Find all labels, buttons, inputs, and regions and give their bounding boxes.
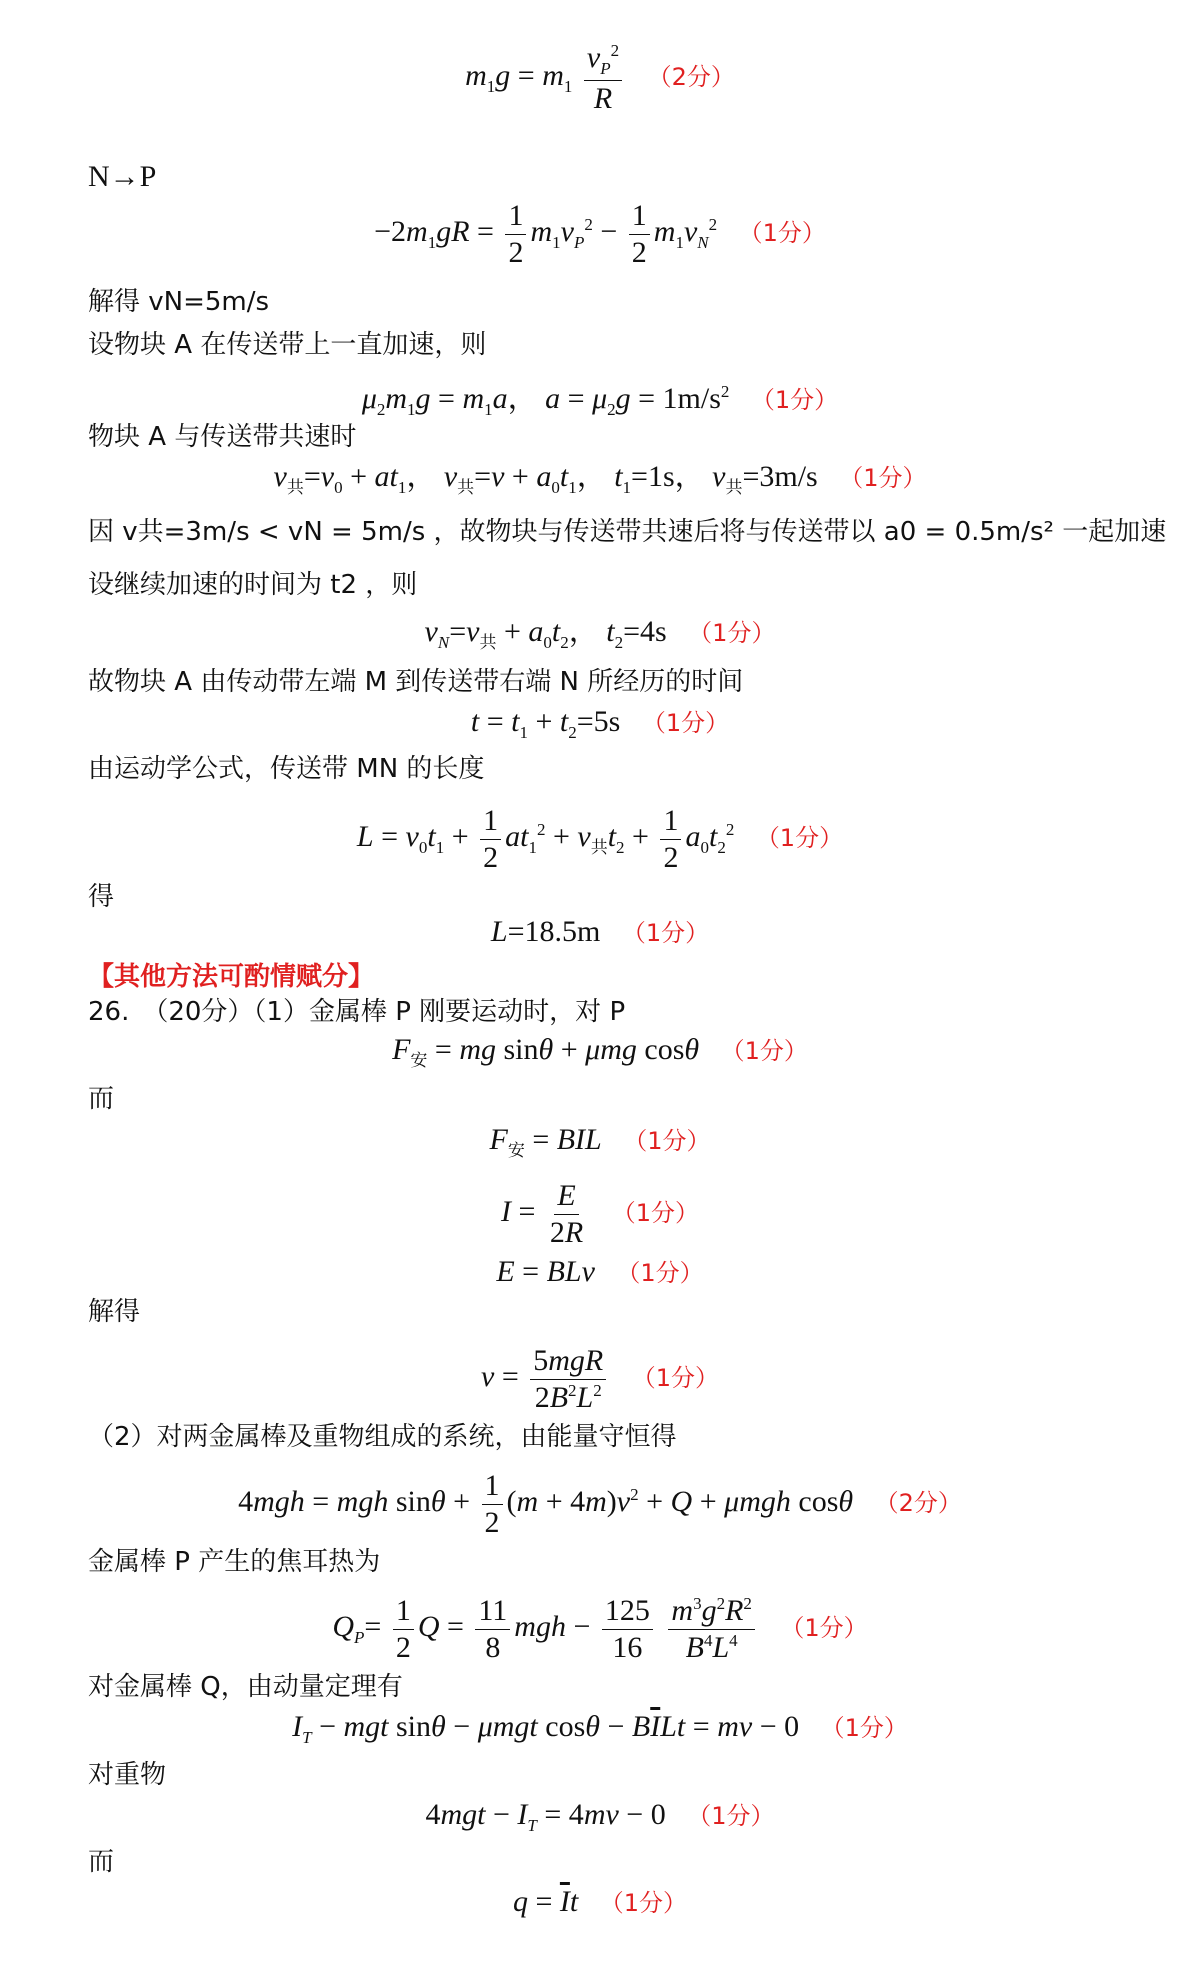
text-q26: 26. （20分）（1）金属棒 P 刚要运动时，对 P	[88, 997, 626, 1027]
text-get: 得	[88, 882, 115, 912]
score-label: （1分）	[780, 1613, 868, 1642]
text-n-to-p: N→P	[88, 160, 157, 193]
equation-vn-t2: $v_N=v_共 + a_0t_2$， $t_2=4s$ （1分）	[424, 615, 776, 652]
equation-energy-conservation: 4mgh = mgh sinθ + $\frac{1}{2}$ $(m + 4m)v^2 + Q + \mu mgh$ cosθ （2分）	[238, 1469, 962, 1539]
score-label: （2分）	[874, 1488, 962, 1517]
text-total-time: 故物块 A 由传动带左端 M 到传送带右端 N 所经历的时间	[88, 667, 744, 697]
score-label: （1分）	[755, 823, 844, 852]
text-weight: 对重物	[88, 1760, 167, 1790]
equation-current: I = $\frac{E}{2R}$ （1分）	[500, 1179, 700, 1249]
score-label: （1分）	[631, 1363, 720, 1392]
equation-impulse-q: $I_T$ − mgt sinθ − μmgt $\cos\theta - B\overline{I}Lt$ = mv − 0 （1分）	[292, 1710, 908, 1747]
text-solve-vn: 解得 vN=5m/s	[88, 287, 270, 317]
text-solved: 解得	[88, 1297, 141, 1327]
score-label: （1分）	[750, 386, 839, 414]
equation-heat-p: $Q_P=$ $\frac{1}{2}$ Q = $\frac{11}{8}$ mgh − $\frac{125}{16}$ $\frac{m^3g^2R^2}{B^4L^4}$ （1分）	[332, 1594, 868, 1664]
text-assume-accel: 设物块 A 在传送带上一直加速，则	[88, 330, 487, 360]
score-label: （1分）	[839, 464, 927, 492]
equation-charge: $q = \overline{I}t$ （1分）	[512, 1885, 688, 1918]
text-and-2: 而	[88, 1847, 115, 1877]
equation-energy-np: $-2m_1gR$ = $\frac{1}{2}$ $m_1v_P^2$ − $\frac{1}{2}$ $m_1v_N^2$ （1分）	[374, 199, 826, 269]
equation-emf: E = BLv （1分）	[496, 1255, 704, 1288]
text-kinematics: 由运动学公式，传送带 MN 的长度	[88, 754, 485, 784]
text-momentum-q: 对金属棒 Q，由动量定理有	[88, 1672, 403, 1702]
score-label: （1分）	[820, 1714, 908, 1742]
equation-impulse-weight: $4mgt - I_T = 4mv - 0$ （1分）	[425, 1798, 775, 1835]
score-label: （2分）	[647, 63, 735, 92]
equation-ampere-force: $F_安$ = mg sinθ + μmg cosθ （1分）	[392, 1033, 808, 1070]
score-label: （1分）	[688, 619, 776, 647]
note-other-methods: 【其他方法可酌情赋分】	[88, 962, 375, 992]
score-label: （1分）	[720, 1037, 808, 1065]
text-part2: （2）对两金属棒及重物组成的系统，由能量守恒得	[88, 1422, 677, 1452]
equation-velocity: v = $\frac{\text{5mgR}}{2B^2L^2}$ （1分）	[480, 1344, 720, 1414]
text-because: 因 v共=3m/s < vN = 5m/s ，故物块与传送带共速后将与传送带以 a0 = 0.5m/s² 一起加速	[88, 517, 1167, 547]
score-label: （1分）	[621, 919, 710, 947]
score-label: （1分）	[623, 1127, 711, 1155]
text-joule-heat: 金属棒 P 产生的焦耳热为	[88, 1547, 381, 1577]
score-label: （1分）	[687, 1802, 775, 1830]
equation-common-velocity: $v_共=v_0 + at_1$， $v_共=v + a_0t_1$， $t_1=1s$， $v_共=3m/s$ （1分）	[273, 460, 927, 497]
equation-acceleration: $\mu_2m_1g = m_1a$， $a = \mu_2g = 1m/s^2$ （1分）	[361, 382, 839, 419]
equation-bil: $F_安$ = BIL （1分）	[489, 1123, 711, 1160]
score-label: （1分）	[611, 1198, 700, 1227]
equation-length: $L = v_0t_1$ + $\frac{1}{2}$ $at_1^2 + v_共t_2$ + $\frac{1}{2}$ $a_0t_2^2$ （1分）	[356, 804, 844, 874]
score-label: （1分）	[641, 709, 730, 737]
score-label: （1分）	[738, 218, 826, 247]
equation-total-time: $t = t_1 + t_2=5s$ （1分）	[470, 705, 730, 742]
score-label: （1分）	[599, 1889, 688, 1917]
equation-centripetal: $m_1g = m_1$ $\frac{v_P^2}{R}$ （2分）	[465, 41, 735, 115]
text-and: 而	[88, 1084, 115, 1114]
text-continue-accel: 设继续加速的时间为 t2 ，则	[88, 570, 418, 600]
score-label: （1分）	[616, 1259, 704, 1287]
equation-length-result: L=18.5m （1分）	[490, 915, 710, 948]
text-common-speed: 物块 A 与传送带共速时	[88, 422, 357, 452]
